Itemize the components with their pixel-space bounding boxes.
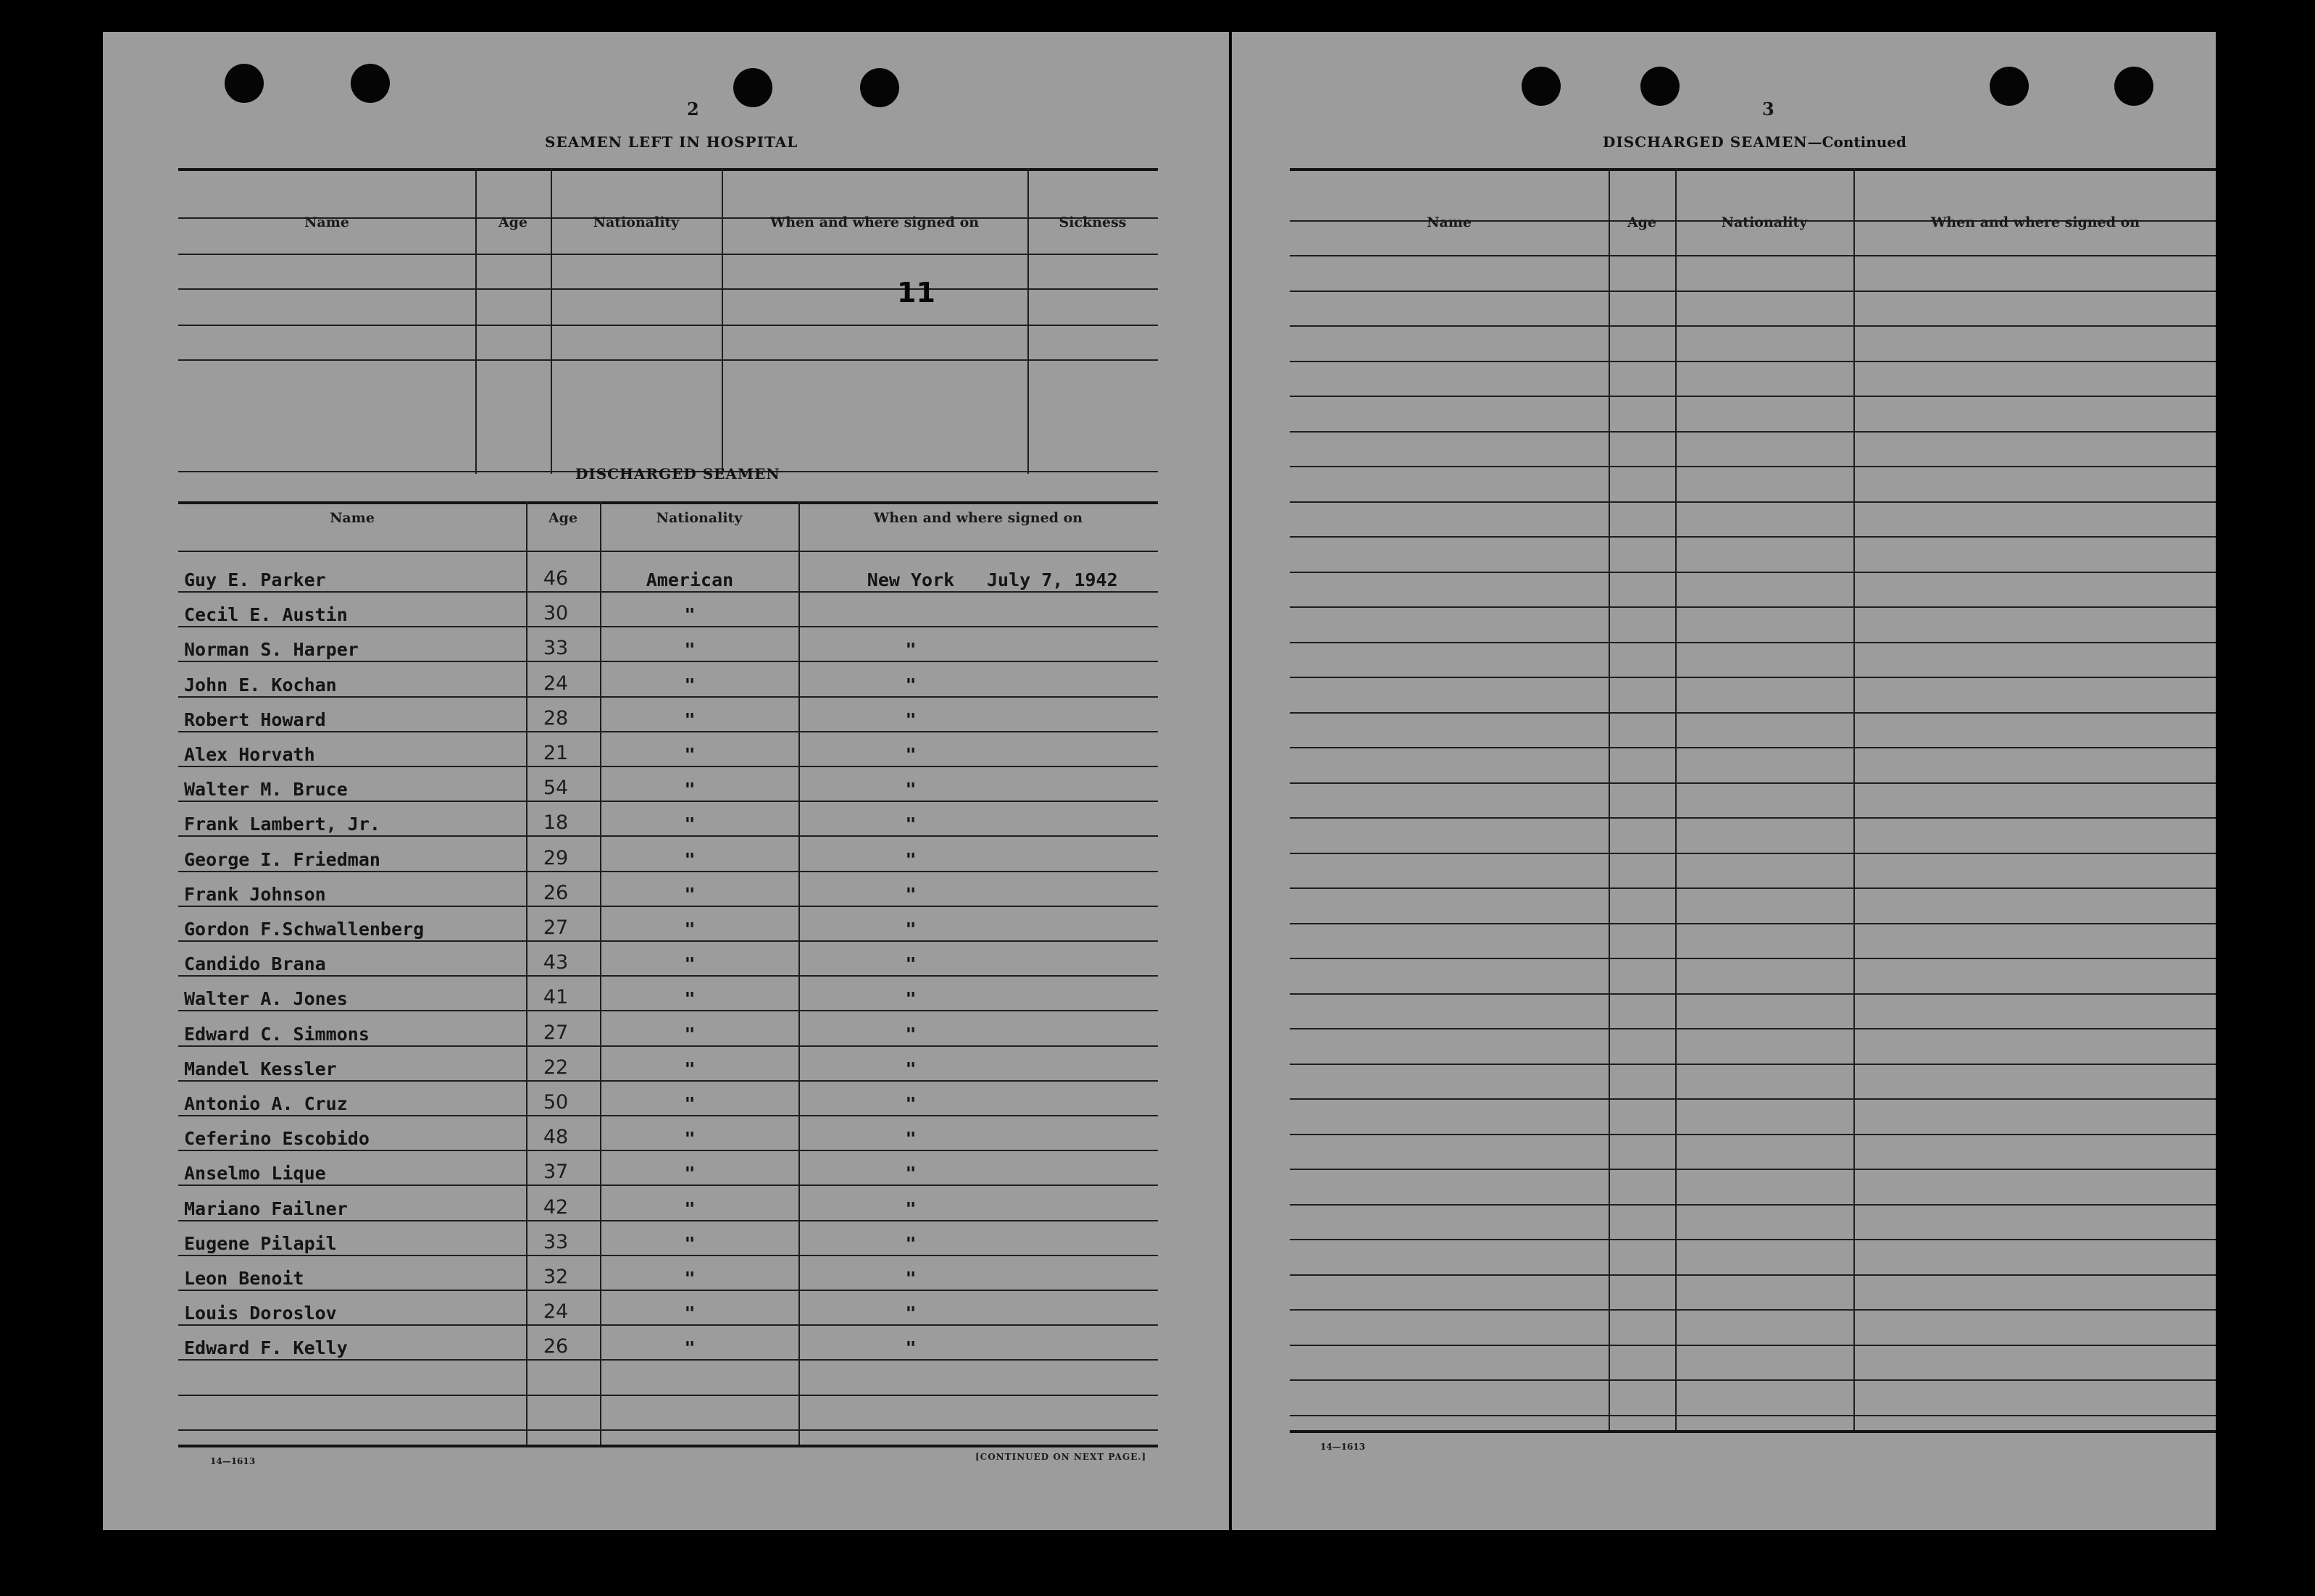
punch-hole: [733, 68, 772, 107]
signed-on-place: ": [905, 919, 917, 940]
seaman-age: 30: [543, 602, 569, 624]
seaman-name: Frank Johnson: [184, 884, 326, 905]
page-number: 2: [687, 99, 699, 120]
seaman-name: Mandel Kessler: [184, 1058, 337, 1079]
seaman-age: 21: [543, 742, 569, 764]
table-rule: [178, 1080, 1158, 1082]
seaman-name: Louis Doroslov: [184, 1303, 337, 1324]
seaman-nationality: ": [684, 1163, 696, 1184]
column-header: Name: [1427, 214, 1472, 230]
seaman-nationality: ": [684, 919, 696, 940]
table-rule: [1290, 1274, 2216, 1276]
table-rule: [178, 168, 1158, 171]
table-rule: [178, 1010, 1158, 1011]
form-number: 14—1613: [210, 1456, 256, 1466]
seaman-nationality: ": [684, 884, 696, 905]
form-number: 14—1613: [1320, 1442, 1366, 1452]
column-header: When and where signed on: [1930, 214, 2140, 230]
signed-on-place: ": [905, 988, 917, 1009]
seaman-name: Guy E. Parker: [184, 569, 326, 590]
signed-on-place: ": [905, 953, 917, 974]
seaman-nationality: ": [684, 814, 696, 835]
seaman-nationality: ": [684, 1233, 696, 1254]
table-rule: [1290, 1098, 2216, 1100]
seaman-nationality: ": [684, 779, 696, 800]
seaman-name: Alex Horvath: [184, 744, 315, 765]
seaman-nationality: ": [684, 709, 696, 730]
seaman-name: Frank Lambert, Jr.: [184, 814, 380, 835]
signed-on-place: ": [905, 1198, 917, 1219]
table-rule: [178, 1324, 1158, 1326]
seaman-name: Norman S. Harper: [184, 639, 359, 660]
punch-hole: [860, 68, 899, 107]
table-rule: [178, 835, 1158, 837]
signed-on-place: ": [905, 1163, 917, 1184]
seaman-name: Robert Howard: [184, 709, 326, 730]
table-rule: [178, 288, 1158, 290]
seaman-name: Mariano Failner: [184, 1198, 348, 1219]
table-rule: [1290, 1415, 2216, 1416]
table-rule: [1290, 923, 2216, 924]
table-rule: [178, 626, 1158, 627]
seaman-name: Ceferino Escobido: [184, 1128, 370, 1149]
table-rule: [178, 1220, 1158, 1221]
table-rule: [178, 801, 1158, 802]
table-rule: [178, 325, 1158, 326]
column-header: Nationality: [656, 510, 743, 526]
seaman-nationality: ": [684, 1198, 696, 1219]
signed-on-place: ": [905, 709, 917, 730]
table-rule: [1290, 536, 2216, 538]
title-suffix: —Continued: [1807, 133, 1907, 151]
table-rule: [1290, 1345, 2216, 1346]
signed-on-place: ": [905, 1128, 917, 1149]
seaman-nationality: ": [684, 674, 696, 695]
table-rule: [1290, 1239, 2216, 1240]
signed-on-place: ": [905, 1024, 917, 1045]
hospital-section-title: SEAMEN LEFT IN HOSPITAL: [545, 133, 798, 151]
seaman-nationality: ": [684, 1303, 696, 1324]
signed-on-place: ": [905, 849, 917, 870]
table-rule: [178, 551, 1158, 552]
table-rule: [1290, 1134, 2216, 1135]
seaman-name: Edward C. Simmons: [184, 1024, 370, 1045]
column-header: Age: [1627, 214, 1657, 230]
table-rule: [1290, 1204, 2216, 1206]
table-rule: [178, 906, 1158, 907]
table-rule: [1290, 255, 2216, 256]
table-rule: [178, 1445, 1158, 1447]
seaman-age: 43: [543, 951, 569, 974]
seaman-nationality: ": [684, 1268, 696, 1289]
table-rule: [178, 1115, 1158, 1116]
table-rule: [178, 1045, 1158, 1047]
seaman-name: Walter A. Jones: [184, 988, 348, 1009]
table-rule: [1290, 1028, 2216, 1029]
column-header: When and where signed on: [769, 214, 980, 230]
seaman-nationality: ": [684, 744, 696, 765]
table-rule: [1290, 501, 2216, 503]
table-rule: [1290, 466, 2216, 467]
seaman-age: 24: [543, 1300, 569, 1323]
column-header: Name: [330, 510, 375, 526]
seaman-age: 28: [543, 707, 569, 730]
signed-on-place: ": [905, 1268, 917, 1289]
stamp-mark: 11: [897, 277, 935, 309]
table-rule: [178, 1255, 1158, 1256]
table-rule: [1290, 572, 2216, 573]
table-rule: [1290, 396, 2216, 397]
seaman-age: 18: [543, 811, 569, 834]
seaman-name: John E. Kochan: [184, 674, 337, 695]
seaman-age: 24: [543, 672, 569, 695]
table-rule: [178, 359, 1158, 361]
table-rule: [1290, 1430, 2216, 1433]
column-header: Age: [498, 214, 528, 230]
punch-hole: [1522, 67, 1561, 106]
seaman-name: Cecil E. Austin: [184, 604, 348, 625]
signed-on-place: ": [905, 1303, 917, 1324]
seaman-age: 26: [543, 882, 569, 904]
table-rule: [178, 766, 1158, 767]
signed-on-place: ": [905, 1058, 917, 1079]
seaman-age: 33: [543, 1231, 569, 1253]
seaman-age: 54: [543, 777, 569, 799]
seaman-nationality: ": [684, 849, 696, 870]
table-rule: [178, 591, 1158, 593]
signed-on-place: ": [905, 1093, 917, 1114]
table-rule: [1290, 431, 2216, 433]
seaman-age: 37: [543, 1161, 569, 1183]
column-rule: [1675, 168, 1677, 1430]
seaman-nationality: ": [684, 1024, 696, 1045]
table-rule: [178, 1150, 1158, 1151]
punch-hole: [351, 64, 390, 103]
table-rule: [1290, 782, 2216, 784]
table-rule: [1290, 606, 2216, 608]
signed-on-place: New York: [867, 569, 955, 590]
seaman-name: Eugene Pilapil: [184, 1233, 337, 1254]
signed-on-place: ": [905, 814, 917, 835]
signed-on-place: ": [905, 779, 917, 800]
seaman-age: 33: [543, 637, 569, 659]
column-header: Name: [304, 214, 349, 230]
column-header: Sickness: [1059, 214, 1127, 230]
signed-on-date: July 7, 1942: [987, 569, 1118, 590]
table-rule: [1290, 677, 2216, 678]
seaman-age: 27: [543, 1021, 569, 1044]
discharged-section-title: DISCHARGED SEAMEN: [575, 465, 780, 482]
table-rule: [1290, 853, 2216, 854]
table-rule: [1290, 168, 2216, 171]
signed-on-place: ": [905, 639, 917, 660]
seaman-name: George I. Friedman: [184, 849, 380, 870]
seaman-nationality: ": [684, 953, 696, 974]
column-rule: [798, 501, 800, 1445]
seaman-name: Leon Benoit: [184, 1268, 304, 1289]
table-rule: [1290, 1379, 2216, 1381]
punch-hole: [225, 64, 264, 103]
seaman-name: Gordon F.Schwallenberg: [184, 919, 425, 940]
table-rule: [1290, 325, 2216, 327]
seaman-name: Edward F. Kelly: [184, 1337, 348, 1358]
punch-hole: [1640, 67, 1680, 106]
seaman-nationality: ": [684, 1337, 696, 1358]
seaman-age: 26: [543, 1335, 569, 1358]
seaman-age: 29: [543, 847, 569, 869]
table-rule: [1290, 747, 2216, 748]
column-rule: [600, 501, 601, 1445]
seaman-nationality: ": [684, 639, 696, 660]
right-page: [1232, 32, 2216, 1530]
table-rule: [1290, 993, 2216, 995]
table-rule: [178, 1359, 1158, 1361]
table-rule: [178, 1395, 1158, 1396]
table-rule: [178, 940, 1158, 942]
column-rule: [1609, 168, 1610, 1430]
seaman-name: Anselmo Lique: [184, 1163, 326, 1184]
seaman-nationality: ": [684, 1128, 696, 1149]
seaman-nationality: American: [646, 569, 734, 590]
table-rule: [178, 696, 1158, 698]
seaman-age: 46: [543, 567, 569, 590]
signed-on-place: ": [905, 1233, 917, 1254]
seaman-age: 41: [543, 986, 569, 1008]
column-header: Age: [548, 510, 578, 526]
table-rule: [1290, 1309, 2216, 1311]
discharged-continued-title: [1603, 133, 1906, 151]
column-header: Nationality: [1721, 214, 1808, 230]
seaman-age: 32: [543, 1266, 569, 1288]
table-rule: [178, 501, 1158, 504]
table-rule: [1290, 1169, 2216, 1170]
seaman-name: Candido Brana: [184, 953, 326, 974]
seaman-name: Walter M. Bruce: [184, 779, 348, 800]
table-rule: [178, 975, 1158, 977]
table-rule: [178, 254, 1158, 255]
left-page: [103, 32, 1229, 1530]
seaman-nationality: ": [684, 604, 696, 625]
seaman-name: Antonio A. Cruz: [184, 1093, 348, 1114]
table-rule: [1290, 642, 2216, 643]
page-number: 3: [1762, 99, 1774, 120]
punch-hole: [1990, 67, 2029, 106]
seaman-nationality: ": [684, 1058, 696, 1079]
table-rule: [178, 1429, 1158, 1431]
table-rule: [1290, 1064, 2216, 1065]
table-rule: [178, 1290, 1158, 1291]
column-rule: [526, 501, 527, 1445]
table-rule: [178, 731, 1158, 732]
signed-on-place: ": [905, 744, 917, 765]
column-header: Nationality: [593, 214, 680, 230]
table-rule: [178, 661, 1158, 662]
title-text: DISCHARGED SEAMEN: [1603, 133, 1808, 151]
signed-on-place: ": [905, 1337, 917, 1358]
table-rule: [1290, 712, 2216, 714]
table-rule: [1290, 887, 2216, 889]
continued-note: [CONTINUED ON NEXT PAGE.]: [975, 1452, 1147, 1462]
table-rule: [1290, 817, 2216, 819]
seaman-age: 27: [543, 916, 569, 939]
seaman-age: 42: [543, 1196, 569, 1219]
column-rule: [1853, 168, 1855, 1430]
signed-on-place: ": [905, 674, 917, 695]
table-rule: [178, 871, 1158, 872]
table-rule: [1290, 291, 2216, 292]
seaman-age: 22: [543, 1056, 569, 1079]
seaman-nationality: ": [684, 1093, 696, 1114]
seaman-age: 50: [543, 1091, 569, 1114]
table-rule: [178, 1185, 1158, 1186]
column-header: When and where signed on: [873, 510, 1083, 526]
seaman-nationality: ": [684, 988, 696, 1009]
seaman-age: 48: [543, 1126, 569, 1148]
table-rule: [1290, 361, 2216, 362]
signed-on-place: ": [905, 884, 917, 905]
table-rule: [1290, 958, 2216, 959]
punch-hole: [2114, 67, 2153, 106]
